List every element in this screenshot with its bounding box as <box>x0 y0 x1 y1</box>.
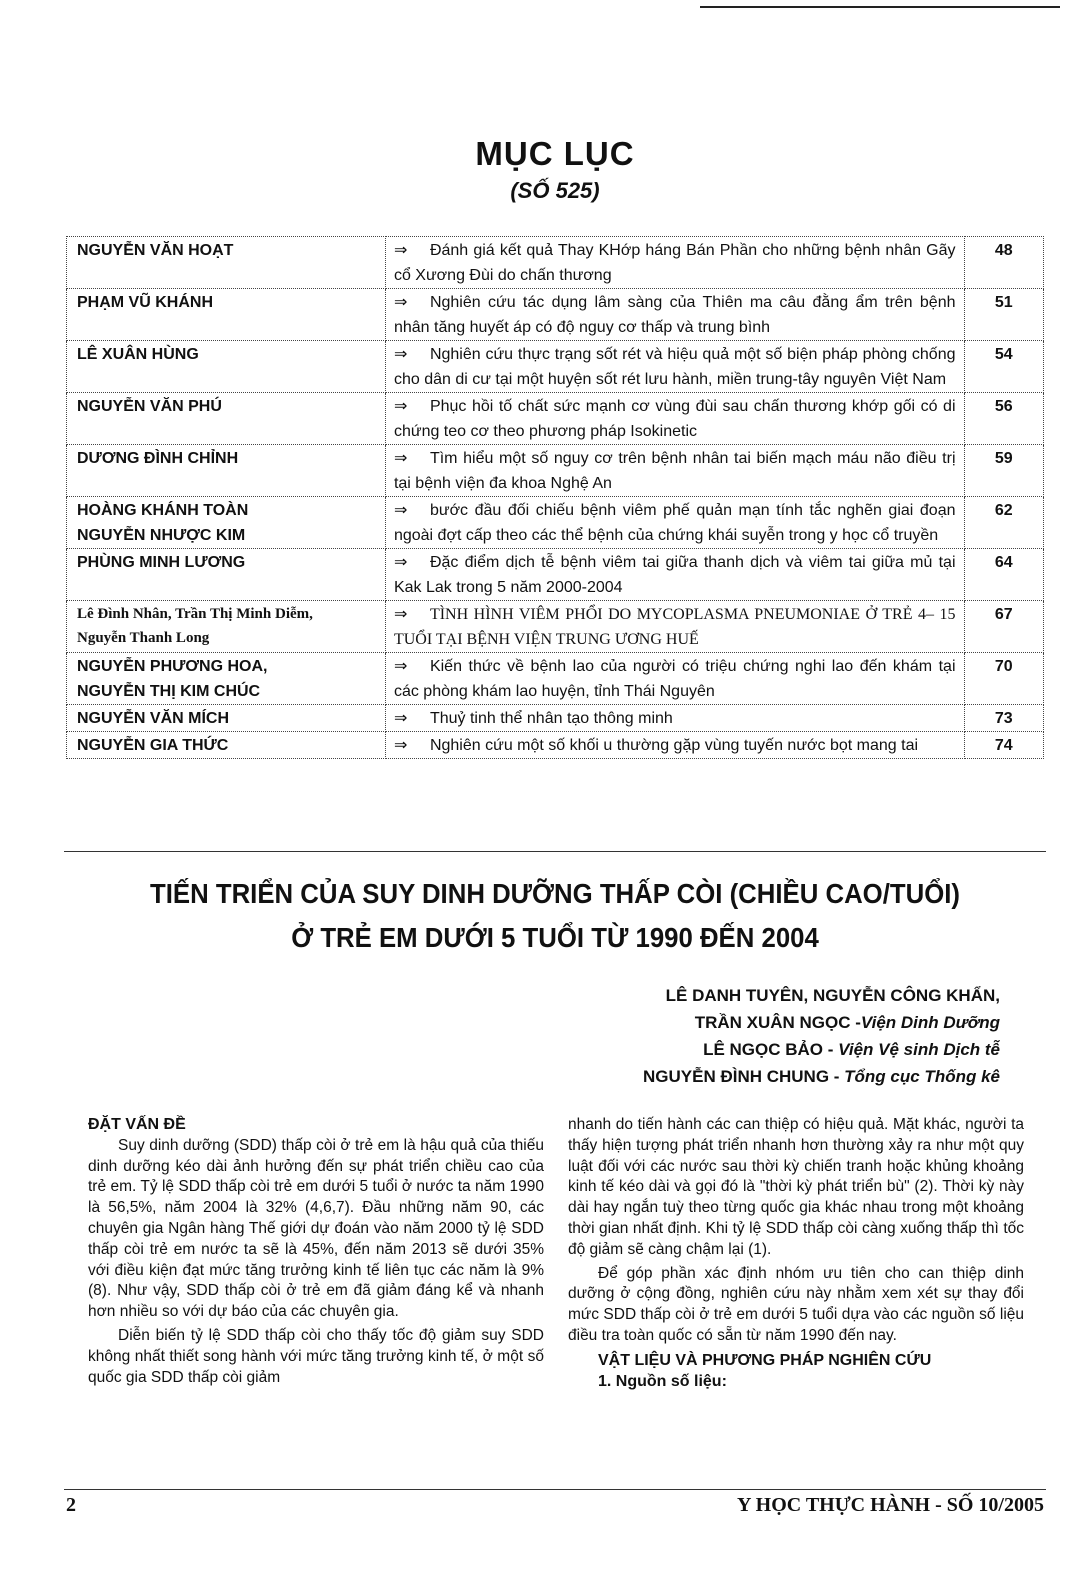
toc-author-line: NGUYỄN GIA THỨC <box>77 737 229 754</box>
toc-article-title-text: Nghiên cứu tác dụng lâm sàng của Thiên ma câu đằng ẩm trên bệnh nhân tăng huyết áp có độ nguy cơ thấp và trung bình <box>393 294 956 336</box>
author-affiliation: Viện Dinh Dưỡng <box>860 1013 1000 1032</box>
toc-row <box>67 237 1044 289</box>
journal-name: Y HỌC THỰC HÀNH - SỐ 10/2005 <box>736 1494 1044 1516</box>
toc-article-title-text: Nghiên cứu thực trạng sốt rét và hiệu quả một số biện pháp phòng chống cho dân di cư tại một huyện sốt rét lưu hành, miền trung-tây nguyên Việt Nam <box>393 346 956 388</box>
toc-author <box>67 653 386 705</box>
toc-author-line: Lê Đình Nhân, Trần Thị Minh Diễm, <box>77 606 313 622</box>
toc-article-title <box>385 445 964 497</box>
arrow-icon: ⇒ <box>393 398 408 415</box>
toc-article-title <box>385 497 964 549</box>
author-line <box>540 982 1000 1009</box>
author-names: TRẦN XUÂN NGỌC - <box>694 1013 861 1032</box>
toc-row <box>67 341 1044 393</box>
author-names: LÊ NGỌC BẢO - <box>703 1040 839 1059</box>
section-heading-methods: VẬT LIỆU VÀ PHƯƠNG PHÁP NGHIÊN CỨU <box>598 1351 932 1369</box>
toc-author <box>67 549 386 601</box>
arrow-icon: ⇒ <box>393 737 408 754</box>
right-column <box>568 1115 1024 1392</box>
toc-row <box>67 732 1044 759</box>
toc-author-line: NGUYỄN PHƯƠNG HOA, <box>77 658 268 675</box>
arrow-icon: ⇒ <box>393 450 408 467</box>
toc-row <box>67 289 1044 341</box>
toc-subtitle: (SỐ 525) <box>510 178 600 203</box>
toc-row <box>67 445 1044 497</box>
toc-author <box>67 393 386 445</box>
toc-author-line: PHÙNG MINH LƯƠNG <box>77 554 246 571</box>
toc-page-number: 62 <box>964 497 1044 549</box>
toc-article-title-text: Đặc điểm dịch tễ bệnh viêm tai giữa thanh dịch và viêm tai giữa mủ tại Kak Lak trong 5 năm 2000-2004 <box>393 554 956 596</box>
toc-author-line: NGUYỄN VĂN PHÚ <box>77 398 222 415</box>
toc-row <box>67 549 1044 601</box>
toc-page-number: 64 <box>964 549 1044 601</box>
toc-page-number: 54 <box>964 341 1044 393</box>
arrow-icon: ⇒ <box>393 502 408 519</box>
toc-author <box>67 497 386 549</box>
toc-author-line: NGUYỄN VĂN MÍCH <box>77 710 230 727</box>
arrow-icon: ⇒ <box>393 658 408 675</box>
toc-article-title-text: Nghiên cứu một số khối u thường gặp vùng tuyến nước bọt mang tai <box>429 737 919 754</box>
toc-author-line: Nguyễn Thanh Long <box>77 630 210 646</box>
arrow-icon: ⇒ <box>393 554 408 571</box>
toc-author <box>67 601 386 653</box>
author-names: LÊ DANH TUYÊN, NGUYỄN CÔNG KHẨN, <box>665 986 1000 1005</box>
toc-article-title-text: Đánh giá kết quả Thay KHớp háng Bán Phần cho những bệnh nhân Gãy cổ Xương Đùi do chấn thương <box>393 242 956 284</box>
toc-article-title <box>385 705 964 732</box>
left-column <box>88 1115 544 1388</box>
section-heading-introduction: ĐẶT VẤN ĐỀ <box>88 1116 186 1133</box>
article-title-line-1: TIẾN TRIỂN CỦA SUY DINH DƯỠNG THẤP CÒI (CHIỀU CAO/TUỔI) <box>150 878 960 909</box>
toc-article-title-text: Thuỷ tinh thể nhân tạo thông minh <box>429 710 673 727</box>
toc-page-number: 73 <box>964 705 1044 732</box>
article-title <box>44 872 1065 960</box>
footer-rule <box>64 1489 1046 1490</box>
toc-article-title <box>385 549 964 601</box>
toc-page-number: 74 <box>964 732 1044 759</box>
toc-author <box>67 289 386 341</box>
arrow-icon: ⇒ <box>393 606 408 623</box>
paragraph: Suy dinh dưỡng (SDD) thấp còi ở trẻ em là hậu quả của thiếu dinh dưỡng kéo dài ảnh hưởng đến sự phát triển chiều cao của trẻ em. Tỷ lệ SDD thấp còi trẻ em dưới 5 tuổi ở nước ta năm 1990 là 56,5%, năm 2004 là 32% (4,6,7). Đầu những năm 90, các chuyên gia Ngân hàng Thế giới dự đoán vào năm 2000 tỷ lệ SDD thấp còi trẻ em nước ta sẽ là 45%, đến năm 2013 sẽ dưới 35% với điều kiện đạt mức tăng trưởng kinh tế liên tục các năm là 9% (8). Như vậy, SDD thấp còi ở trẻ em đã giảm đáng kể và nhanh hơn nhiều so với dự báo của các chuyên gia. <box>88 1136 544 1321</box>
toc-page-number: 56 <box>964 393 1044 445</box>
section-divider <box>64 851 1046 852</box>
toc-row <box>67 653 1044 705</box>
article-title-line-2: Ở TRẺ EM DƯỚI 5 TUỔI TỪ 1990 ĐẾN 2004 <box>291 922 819 953</box>
toc-page-number: 70 <box>964 653 1044 705</box>
toc-article-title-text: Phục hồi tố chất sức mạnh cơ vùng đùi sau chấn thương khớp gối có di chứng teo cơ theo phương pháp Isokinetic <box>393 398 956 440</box>
author-names: NGUYỄN ĐÌNH CHUNG - <box>642 1067 845 1086</box>
toc-author <box>67 341 386 393</box>
toc-article-title-text: Kiến thức về bệnh lao của người có triệu chứng nghi lao đến khám tại các phòng khám lao huyện, tỉnh Thái Nguyên <box>393 658 956 700</box>
toc-page-number: 48 <box>964 237 1044 289</box>
toc-page-number: 51 <box>964 289 1044 341</box>
toc-article-title-text: Tìm hiểu một số nguy cơ trên bệnh nhân tai biến mạch máu não điều trị tại bệnh viện đa khoa Nghệ An <box>393 450 956 492</box>
toc-row <box>67 497 1044 549</box>
toc-author-line: LÊ XUÂN HÙNG <box>77 346 199 363</box>
author-affiliation: Viện Vệ sinh Dịch tễ <box>838 1040 1000 1059</box>
paragraph: Diễn biến tỷ lệ SDD thấp còi cho thấy tốc độ giảm suy SDD không nhất thiết song hành với mức tăng trưởng kinh tế, ở một số quốc gia SDD thấp còi giảm <box>88 1326 544 1386</box>
toc-page-number: 59 <box>964 445 1044 497</box>
toc-article-title <box>385 341 964 393</box>
arrow-icon: ⇒ <box>393 294 408 311</box>
toc-article-title <box>385 732 964 759</box>
toc-row <box>67 705 1044 732</box>
author-line <box>540 1063 1000 1090</box>
toc-article-title <box>385 653 964 705</box>
arrow-icon: ⇒ <box>393 710 408 727</box>
toc-article-title-text: bước đầu đối chiếu bệnh viêm phế quản mạn tính tắc nghẽn giai đoạn ngoài đợt cấp theo các thể bệnh của chứng khái suyễn trong y học cổ truyền <box>393 502 956 544</box>
toc-article-title <box>385 289 964 341</box>
toc-author-line: NGUYỄN NHƯỢC KIM <box>77 527 246 544</box>
toc-author <box>67 445 386 497</box>
toc-article-title <box>385 237 964 289</box>
toc-author-line: NGUYỄN VĂN HOẠT <box>77 242 234 259</box>
toc-title: MỤC LỤC <box>475 135 635 172</box>
arrow-icon: ⇒ <box>393 346 408 363</box>
subsection-heading-data-source: 1. Nguồn số liệu: <box>598 1372 727 1390</box>
paragraph: nhanh do tiến hành các can thiệp có hiệu quả. Mặt khác, người ta thấy hiện tượng phát triển nhanh hơn thường xảy ra như một quy luật đối với các nước sau thời kỳ chiến tranh hoặc khủng khoảng kinh tế kéo dài và gọi đó là "thời kỳ phát triển bù" (2). Thời kỳ này dài hay ngắn tuỳ theo từng quốc gia khác nhau trong một khoảng thời gian nhất định. Khi tỷ lệ SDD thấp còi càng xuống thấp thì tốc độ giảm sẽ càng chậm lại (1). <box>568 1116 1024 1258</box>
toc-page-number: 67 <box>964 601 1044 653</box>
toc-row <box>67 601 1044 653</box>
author-line <box>540 1009 1000 1036</box>
author-affiliation: Tổng cục Thống kê <box>844 1067 1000 1086</box>
toc-author-line: DƯƠNG ĐÌNH CHỈNH <box>77 450 239 467</box>
toc-author-line: HOÀNG KHÁNH TOÀN <box>77 502 249 519</box>
toc-table <box>66 236 1044 759</box>
toc-article-title <box>385 601 964 653</box>
arrow-icon: ⇒ <box>393 242 408 259</box>
top-rule <box>700 6 1060 8</box>
toc-author-line: PHẠM VŨ KHÁNH <box>77 294 213 311</box>
author-line <box>540 1036 1000 1063</box>
toc-row <box>67 393 1044 445</box>
toc-author <box>67 705 386 732</box>
toc-article-title-text: TÌNH HÌNH VIÊM PHỔI DO MYCOPLASMA PNEUMONIAE Ở TRẺ 4– 15 TUỔI TẠI BỆNH VIỆN TRUNG ƯƠNG HUẾ <box>393 606 956 648</box>
article-authors <box>540 982 1000 1090</box>
paragraph: Để góp phần xác định nhóm ưu tiên cho can thiệp dinh dưỡng ở cộng đồng, nghiên cứu này nhằm xem xét sự thay đổi mức SDD thấp còi ở trẻ em dưới 5 tuổi dựa vào các nguồn số liệu điều tra toàn quốc có sẵn từ năm 1990 đến nay. <box>568 1264 1024 1344</box>
toc-article-title <box>385 393 964 445</box>
toc-author <box>67 732 386 759</box>
toc-author <box>67 237 386 289</box>
page-number: 2 <box>66 1494 76 1516</box>
toc-author-line: NGUYỄN THỊ KIM CHÚC <box>77 683 261 700</box>
